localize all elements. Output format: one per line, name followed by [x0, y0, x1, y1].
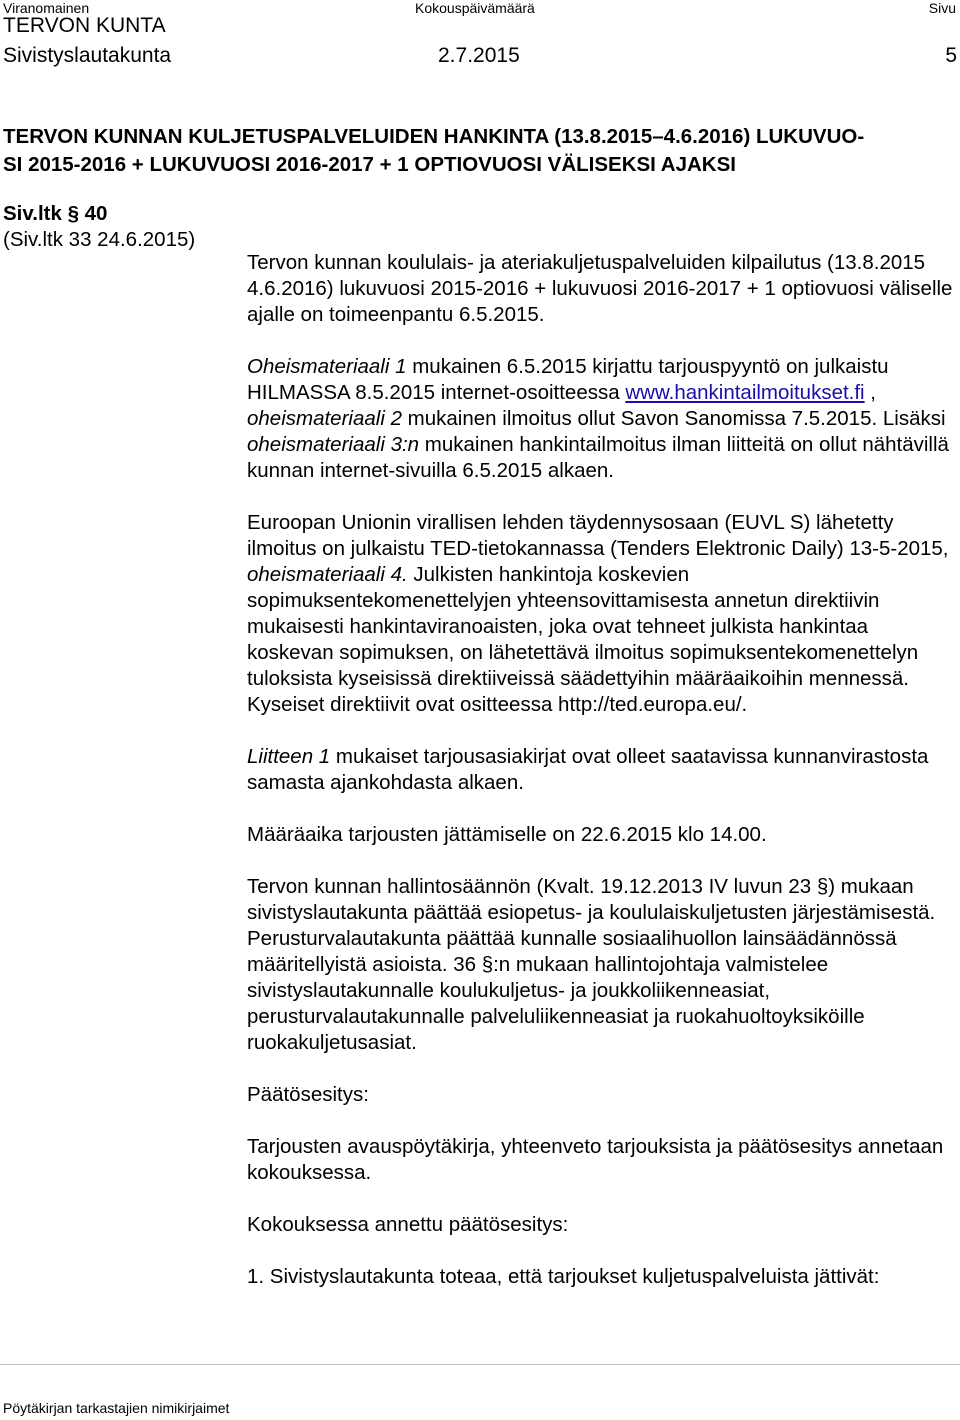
department-name: Sivistyslautakunta [3, 44, 172, 67]
text-segment: mukaiset tarjousasiakirjat ovat olleet saatavissa kunnanvirastosta samasta ajankohdasta alkaen. [247, 745, 929, 794]
meeting-date: 2.7.2015 [438, 44, 520, 67]
section-reference: Siv.ltk § 40 [3, 202, 108, 225]
meta-row [3, 44, 957, 70]
appendix-ref-1: Liitteen 1 [247, 745, 331, 768]
authority-label: Viranomainen [3, 0, 90, 16]
organization-name: TERVON KUNTA [3, 14, 166, 37]
page-label: Sivu [928, 0, 956, 16]
paragraph-regulations: Tervon kunnan hallintosäännön (Kvalt. 19.12.2013 IV luvun 23 §) mukaan sivistyslautakunta päättää esiopetus- ja koululaiskuljetusten järjestämisestä. Perusturvalautakunta päättää kunnalle sosiaalihuollon lainsäädännössä määritellyistä asioista. 36 §:n mukaan hallintojohtaja valmistelee sivistyslautakunnalle koulukuljetus- ja joukkoliikenneasiat, perusturvalautakunnalle palveluliikenneasiat ja ruokahuoltoyksiköille ruokakuljetusasiat. [247, 875, 936, 1054]
paragraph-eu-notice [247, 510, 957, 718]
text-segment: Julkisten hankintoja koskevien sopimuksentekomenettelyjen yhteensovittamisesta annetun direktiivin mukaisesti hankintaviranoaisten, joka ovat tehneet julkista hankintaa koskevan sopimuksen, on lähetettävä ilmoitus sopimuksentekomenettelyn tuloksista kyseisissä direktiiveissä säädettyihin määräaikoihin mennessä. Kyseiset direktiivit ovat ositteessa http://ted.europa.eu/. [247, 563, 919, 716]
proposal-heading: Päätösesitys: [247, 1083, 369, 1106]
paragraph-proposal: Tarjousten avauspöytäkirja, yhteenveto tarjouksista ja päätösesitys annetaan kokouksessa. [247, 1135, 944, 1184]
page-number: 5 [945, 44, 957, 67]
attachment-ref-2: oheismateriaali 2 [247, 407, 402, 430]
footer-label: Pöytäkirjan tarkastajien nimikirjaimet [3, 1400, 230, 1416]
paragraph-procurement: Tervon kunnan koululais- ja ateriakuljetuspalveluiden kilpailutus (13.8.2015 4.6.2016) lukuvuosi 2015-2016 + lukuvuosi 2016-2017 + 1 optiovuosi väliselle ajalle on toimeenpantu 6.5.2015. [247, 251, 953, 326]
document-body [247, 250, 957, 1290]
attachment-ref-4: oheismateriaali 4. [247, 563, 408, 586]
footer-divider [0, 1364, 960, 1365]
attachment-ref-1: Oheismateriaali 1 [247, 355, 407, 378]
paragraph-publication [247, 354, 957, 484]
document-title [3, 123, 953, 179]
text-segment: mukainen 6.5.2015 kirjattu tarjouspyyntö on julkaistu HILMASSA 8.5.2015 internet-osoitteessa [247, 355, 889, 404]
text-segment: mukainen hankintailmoitus ilman liitteitä on ollut nähtävillä kunnan internet-sivuilla 6.5.2015 alkaen. [247, 433, 949, 482]
text-segment: , [864, 381, 877, 404]
title-line-1: TERVON KUNNAN KULJETUSPALVELUIDEN HANKINTA (13.8.2015–4.6.2016) LUKUVUO- [3, 125, 865, 148]
paragraph-decision: 1. Sivistyslautakunta toteaa, että tarjoukset kuljetuspalveluista jättivät: [247, 1265, 880, 1288]
paragraph-deadline: Määräaika tarjousten jättämiselle on 22.6.2015 klo 14.00. [247, 823, 767, 846]
meeting-date-label: Kokouspäivämäärä [415, 0, 535, 16]
meeting-proposal-heading: Kokouksessa annettu päätösesitys: [247, 1213, 569, 1236]
text-segment: mukainen ilmoitus ollut Savon Sanomissa 7.5.2015. Lisäksi [401, 407, 946, 430]
attachment-ref-3: oheismateriaali 3:n [247, 433, 420, 456]
title-line-2: SI 2015-2016 + LUKUVUOSI 2016-2017 + 1 OPTIOVUOSI VÄLISEKSI AJAKSI [3, 153, 736, 176]
previous-section-reference: (Siv.ltk 33 24.6.2015) [3, 228, 196, 251]
hankintailmoitukset-link[interactable]: www.hankintailmoitukset.fi [625, 381, 865, 404]
paragraph-tender-documents [247, 744, 957, 796]
text-segment: Euroopan Unionin virallisen lehden täydennysosaan (EUVL S) lähetetty ilmoitus on julkaistu TED-tietokannassa (Tenders Elektronic Daily) 13-5-2015, [247, 511, 949, 560]
